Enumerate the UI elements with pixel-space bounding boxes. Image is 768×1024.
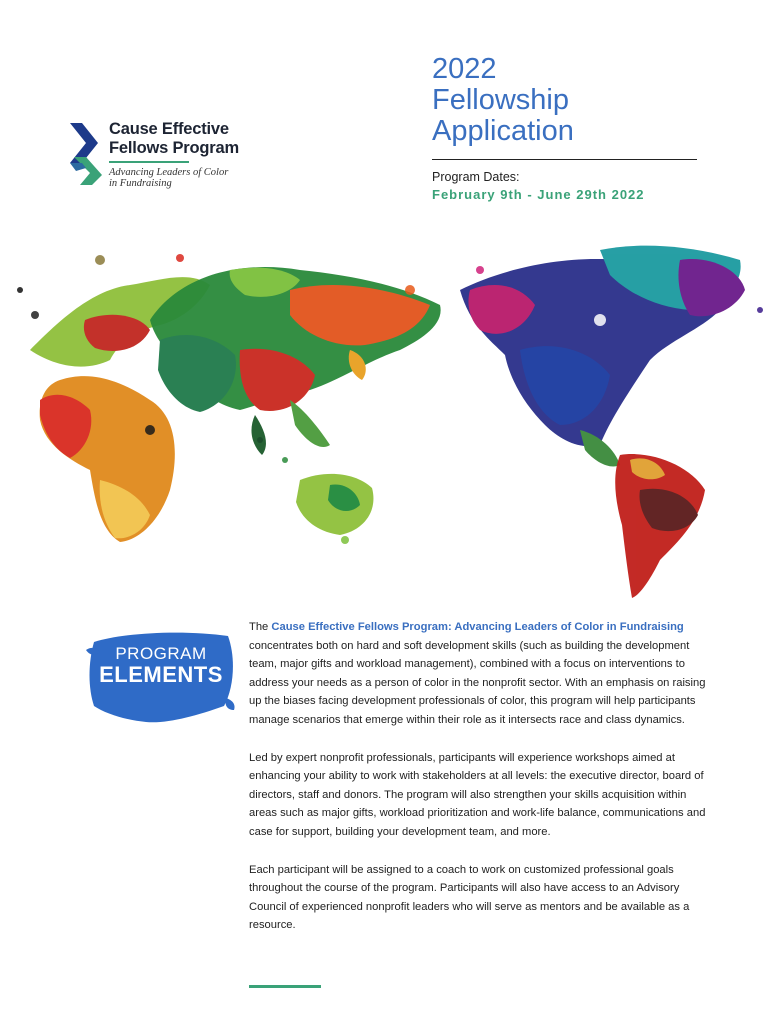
title-fellowship: Fellowship	[432, 84, 569, 116]
chevron-logo-icon	[68, 123, 104, 185]
paragraph-intro	[249, 618, 709, 730]
program-dates-value: February 9th - June 29th 2022	[432, 187, 645, 202]
badge-line-program: PROGRAM	[115, 644, 207, 663]
badge-text	[86, 645, 236, 687]
logo	[68, 120, 268, 200]
program-dates-label: Program Dates:	[432, 170, 520, 184]
logo-tagline-line2: in Fundraising	[109, 178, 172, 189]
logo-divider	[109, 161, 189, 163]
paragraph-coaching: Each participant will be assigned to a coach to work on customized professional goals throughout the course of the program. Participants will also have access to an Advisory Council of experienced nonprofit leaders who will serve as mentors and be available as a resource.	[249, 863, 690, 932]
north-america-landmass	[460, 246, 745, 467]
title-year: 2022	[432, 53, 497, 85]
paragraph-workshops: Led by expert nonprofit professionals, participants will experience workshops aimed at enhancing your ability to work with stakeholders at all levels: the executive director, board of directors, staff and donors. The program will also strengthen your skills acquisition within areas such as major gifts, workload prioritization and work-life balance, communications and case for support, building your development team, and more.	[249, 751, 706, 838]
logo-tagline-line1: Advancing Leaders of Color	[109, 167, 229, 178]
australia-landmass	[296, 474, 373, 535]
program-elements-badge	[86, 628, 236, 726]
footer-divider	[249, 985, 321, 988]
asia-landmass	[150, 267, 441, 455]
title-application: Application	[432, 115, 574, 147]
logo-name-line2: Fellows Program	[109, 139, 239, 157]
intro-rest: concentrates both on hard and soft development skills (such as building the development team, major gifts and workload management), combined with a focus on interventions to address your needs as a person of color in the nonprofit sector. With an emphasis on raising up the biases facing development professionals of color, this program will help participants manage scenarios that emerge within their role as it intersects race and class dynamics.	[249, 639, 706, 726]
program-name-highlight: Cause Effective Fellows Program: Advancing Leaders of Color in Fundraising	[271, 621, 684, 633]
world-map-illustration	[0, 230, 768, 600]
badge-line-elements: ELEMENTS	[99, 662, 223, 687]
title-divider	[432, 159, 697, 160]
logo-name-line1: Cause Effective	[109, 120, 229, 138]
program-description	[249, 618, 709, 954]
header	[432, 54, 698, 202]
intro-prefix: The	[249, 621, 272, 633]
logo-text	[109, 120, 239, 189]
south-america-landmass	[615, 454, 705, 598]
